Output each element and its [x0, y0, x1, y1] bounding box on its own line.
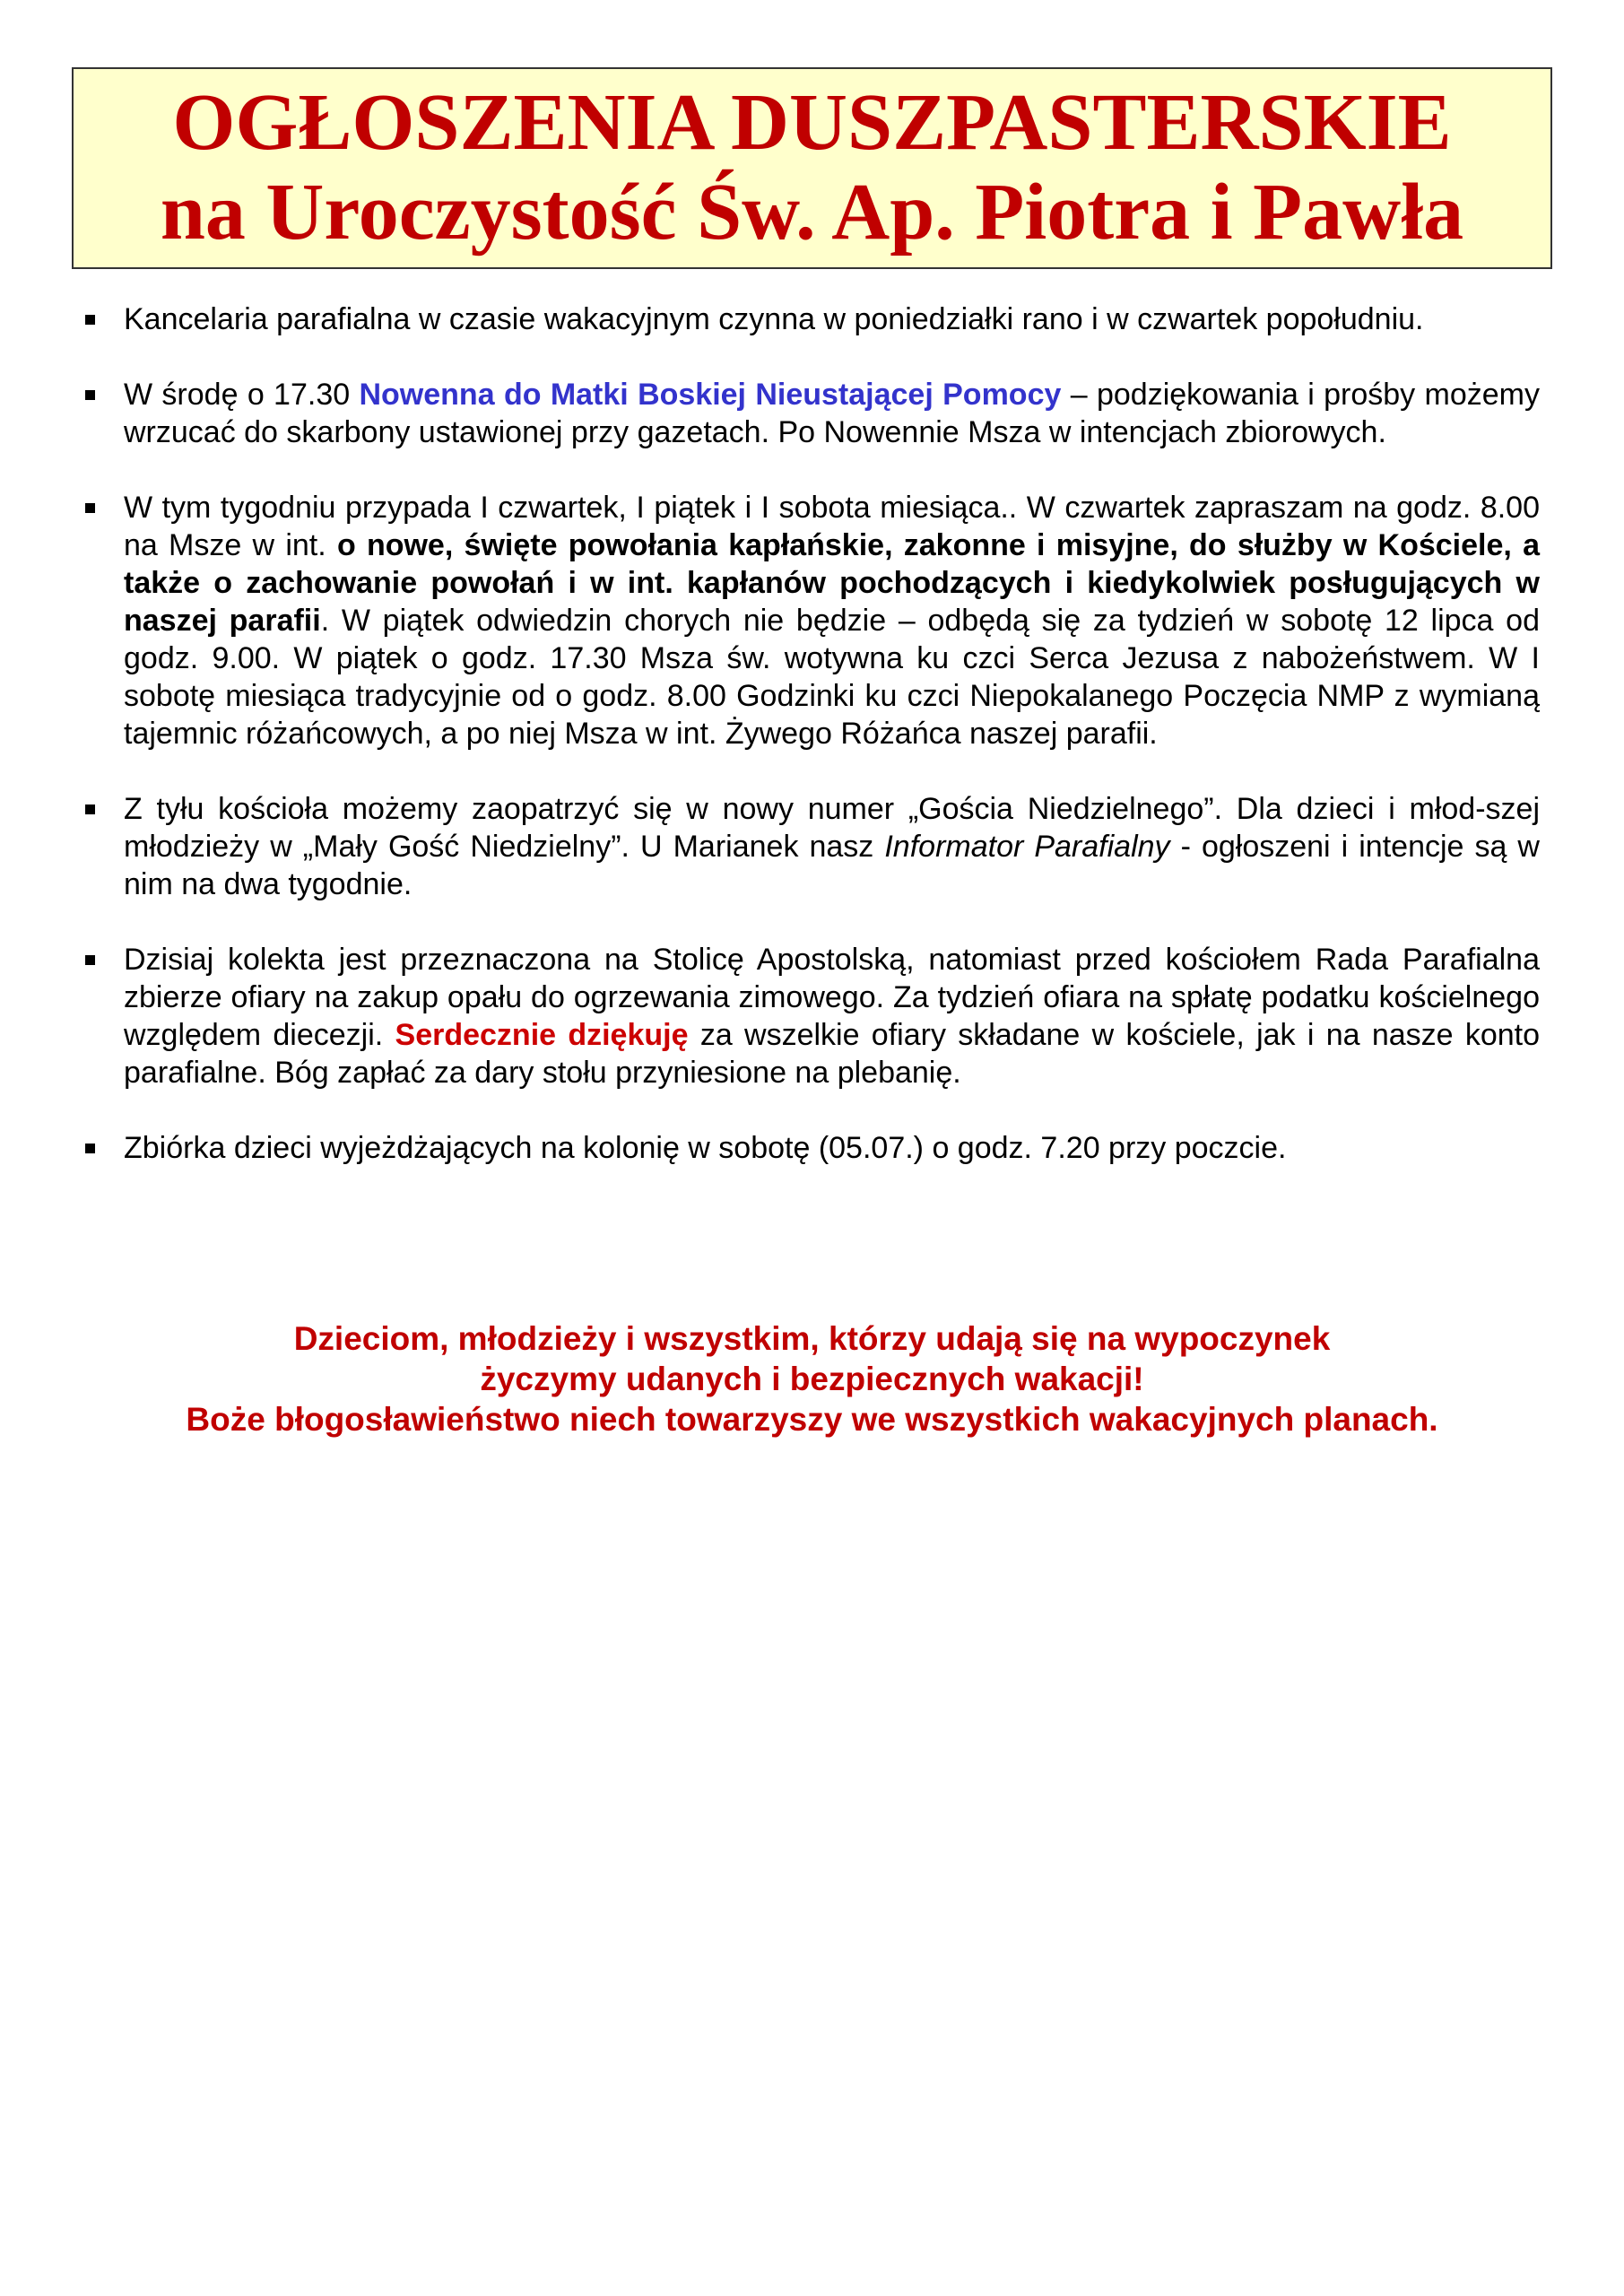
bullet-icon [85, 804, 95, 814]
thanks-highlight: Serdecznie dziękuję [395, 1018, 689, 1052]
bullet-icon [85, 1144, 95, 1153]
announcement-text: za wszelkie ofiary składane w kościele, jak i na nasze konto parafialne. Bóg zapłać za dary stołu przyniesione na plebanię. [124, 1018, 1541, 1090]
vocations-intention: o nowe, święte powołania kapłańskie, zakonne i misyjne, do służby w Kościele, a także o zachowanie powołań i w int. kapłanów pochodzących i kiedykolwiek posługujących w naszej parafii [124, 528, 1540, 638]
announcement-novena [0, 376, 1624, 451]
closing-wishes [0, 1318, 1624, 1439]
announcement-press [0, 790, 1624, 903]
bullet-icon [85, 955, 95, 965]
announcement-text: W tym tygodniu przypada I czwartek, I piątek i I sobota miesiąca.. W czwartek zapraszam na godz. 8.00 na Msze w int. [124, 491, 1540, 562]
announcements-list [0, 300, 1624, 1205]
bullet-icon [85, 315, 95, 325]
announcement-camp [0, 1129, 1624, 1167]
announcement-text: Zbiórka dzieci wyjeżdżających na kolonię w sobotę (05.07.) o godz. 7.20 przy poczcie. [124, 1131, 1287, 1165]
announcement-text: - ogłoszeni i intencje są w nim na dwa tygodnie. [124, 830, 1540, 901]
closing-line-1: Dzieciom, młodzieży i wszystkim, którzy udają się na wypoczynek [293, 1320, 1331, 1357]
announcement-text: Dzisiaj kolekta jest przeznaczona na Stolicę Apostolską, natomiast przed kościołem Rada Parafialna zbierze ofiary na zakup opału do ogrzewania zimowego. Za tydzień ofiara na spłatę podatku kościelnego względem diecezji. [124, 943, 1540, 1052]
closing-line-3: Boże błogosławieństwo niech towarzyszy we wszystkich wakacyjnych planach. [186, 1401, 1438, 1438]
page-title-line-1: OGŁOSZENIA DUSZPASTERSKIE [172, 78, 1452, 167]
announcement-text: . W piątek odwiedzin chorych nie będzie – odbędą się za tydzień w sobotę 12 lipca od godz. 9.00. W piątek o godz. 17.30 Msza św. wotywna ku czci Serca Jezusa z nabożeństwem. W I sobotę miesiąca tradycyjnie od o godz. 8.00 Godzinki ku czci Niepokalanego Poczęcia NMP z wymianą tajemnic różańcowych, a po niej Msza w int. Żywego Różańca naszej parafii. [124, 604, 1541, 751]
title-box [72, 67, 1552, 269]
announcement-first-week [0, 489, 1624, 752]
announcement-text: Kancelaria parafialna w czasie wakacyjnym czynna w poniedziałki rano i w czwartek popołudniu. [124, 302, 1424, 336]
announcement-office-hours [0, 300, 1624, 338]
page-title-line-2: na Uroczystość Św. Ap. Piotra i Pawła [160, 168, 1464, 257]
novena-highlight: Nowenna do Matki Boskiej Nieustającej Pomocy [359, 378, 1062, 412]
bullet-icon [85, 503, 95, 513]
closing-line-2: życzymy udanych i bezpiecznych wakacji! [480, 1361, 1144, 1397]
announcement-text: Z tyłu kościoła możemy zaopatrzyć się w nowy numer „Gościa Niedzielnego”. Dla dzieci i młod-szej młodzieży w „Mały Gość Niedzielny”. U Marianek nasz [124, 792, 1540, 864]
announcement-text: – podziękowania i prośby możemy wrzucać do skarbony ustawionej przy gazetach. Po Nowennie Msza w intencjach zbiorowych. [124, 378, 1540, 449]
bullet-icon [85, 390, 95, 400]
announcement-text: W środę o 17.30 [124, 378, 360, 412]
informator-title: Informator Parafialny [884, 830, 1170, 864]
announcement-collection [0, 941, 1624, 1091]
